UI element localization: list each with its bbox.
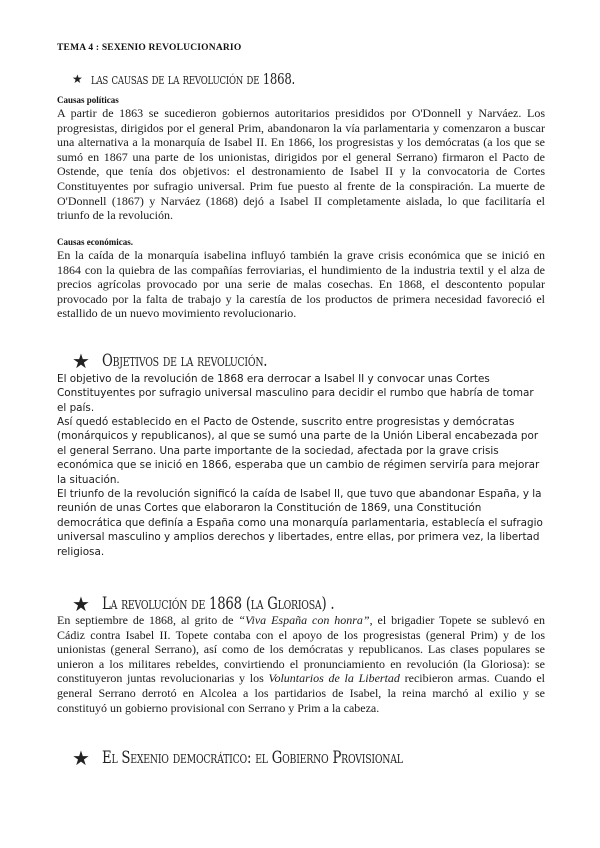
section-heading-sexenio [72,745,488,771]
paragraph-objetivos-1: El objetivo de la revolución de 1868 era derrocar a Isabel II y convocar unas Cortes Constituyentes por sufragio universal masculino para decidir el rumbo que habría de tomar el país. [57,373,534,414]
star-icon: ★ [72,72,83,86]
section-heading-text: las causas de la revolución de 1868. [90,70,295,88]
subheading-causas-economicas: Causas económicas. [57,237,133,247]
paragraph-gloriosa [57,613,545,715]
star-icon: ★ [72,592,90,616]
section-heading-text: Objetivos de la revolución. [101,351,268,371]
section-heading-objetivos [72,349,314,373]
document-title: TEMA 4 : SEXENIO REVOLUCIONARIO [57,43,242,53]
star-icon: ★ [72,746,90,770]
paragraph-objetivos-3: El triunfo de la revolución significó la caída de Isabel II, que tuvo que abandonar España, y la reunión de unas Cortes que elaboraron la Constitución de 1869, una Constitución democrática que definía a España como una monarquía parlamentaria, establecía el sufragio universal masculino y amplios derechos y libertades, entre ellas, por primera vez, la libertad religiosa. [57,488,543,558]
gloriosa-text-1: En septiembre de 1868, al grito de [57,613,239,627]
gloriosa-voluntarios: Voluntarios de la Libertad [268,671,400,686]
paragraph-causas-economicas: En la caída de la monarquía isabelina influyó también la grave crisis económica que se inició en 1864 con la quiebra de las compañías ferroviarias, el hundimiento de la industria textil y el alza de precios agrícolas provocado por una serie de malas cosechas. En 1868, el descontento popular provocado por la falta de trabajo y la carestía de los productos de primera necesidad favoreció el estallido de un nuevo movimiento revolucionario. [57,248,545,321]
gloriosa-quote: “Viva España con honra” [238,613,370,627]
star-icon: ★ [72,349,90,373]
section-heading-text: El Sexenio democrático: el Gobierno Provisional [101,748,403,768]
section-heading-causas [72,70,352,88]
gloriosa-text-2: , el brigadier Topete se sublevó en Cádiz contra Isabel II. Topete contaba con el apoyo de los progresistas (general Prim) y de los unionistas (general Serrano), así como de los demócratas y republicanos. Las clases populares se unieron a los militares rebeldes, convirtiendo el pronunciamiento en revolución (la Gloriosa): se constituyeron juntas revolucionarias y los [57,613,545,686]
subheading-causas-politicas: Causas políticas [57,95,119,105]
gloriosa-text-3: recibieron armas. Cuando el general Serrano derrotó en Alcolea a los partidarios de Isabel, la reina marchó al exilio y se constituyó un gobierno provisional con Serrano y Prim a la cabeza. [57,671,546,715]
section-heading-text: La revolución de 1868 (la Gloriosa) . [101,594,335,614]
paragraph-causas-politicas: A partir de 1863 se sucedieron gobiernos autoritarios presididos por O'Donnell y Narváez. Los progresistas, dirigidos por el general Prim, abandonaron la vía parlamentaria y comenzaron a buscar una alternativa a la monarquía de Isabel II. En 1866, los progresistas y los demócratas (a los que se sumó en 1867 una parte de los unionistas, dirigidos por el general Serrano) firmaron el Pacto de Ostende, que tenía dos objetivos: el destronamiento de Isabel II y la convocatoria de Cortes Constituyentes por sufragio universal. Prim fue puesto al frente de la conspiración. La muerte de O'Donnell (1867) y Narváez (1868) dejó a Isabel II completamente aislada, lo que facilitaría el triunfo de la revolución. [57,106,545,223]
paragraph-objetivos-2: Así quedó establecido en el Pacto de Ostende, suscrito entre progresistas y demócratas (monárquicos y republicanos), al que se sumó una parte de la Unión Liberal encabezada por el general Serrano. Una parte importante de la sociedad, afectada por la grave crisis económica que se inició en 1866, esperaba que un cambio de régimen serviría para mejorar la situación. [57,416,540,486]
